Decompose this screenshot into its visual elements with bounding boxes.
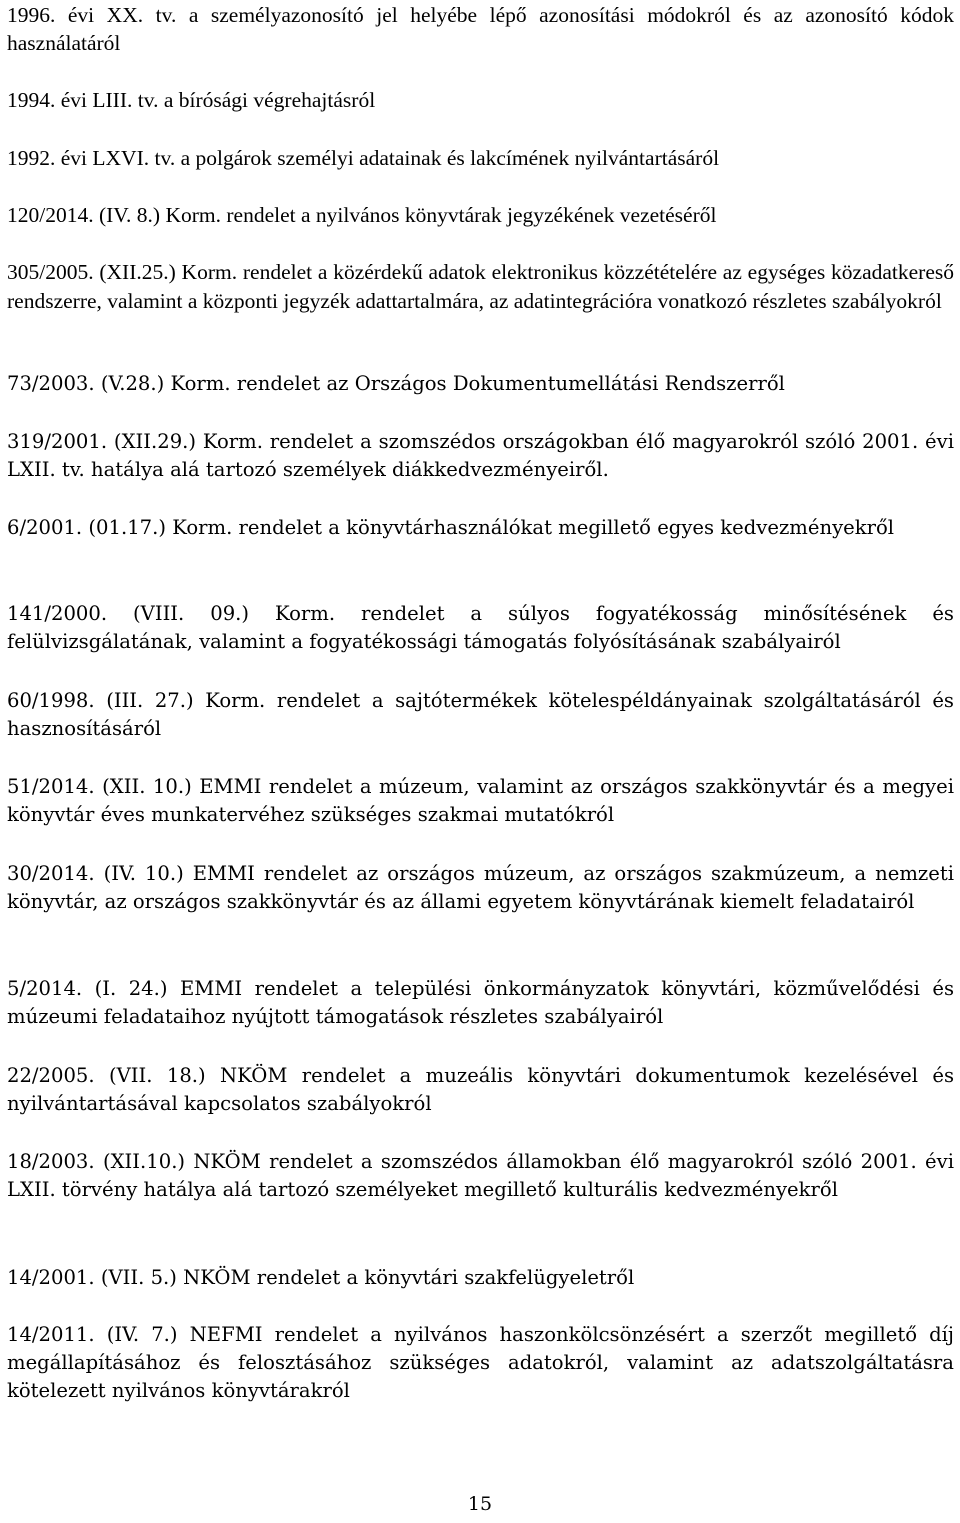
law-entry-319-2001: 319/2001. (XII.29.) Korm. rendelet a szomszédos országokban élő magyarokról szóló 2001. évi LXII. tv. hatálya alá tartozó személyek diákkedvezményeiről.	[7, 430, 954, 482]
law-entry-120-2014: 120/2014. (IV. 8.) Korm. rendelet a nyilvános könyvtárak jegyzékének vezetéséről	[7, 203, 717, 227]
law-entry-1994-liii: 1994. évi LIII. tv. a bírósági végrehajtásról	[7, 88, 376, 112]
law-entry-1996-xx: 1996. évi XX. tv. a személyazonosító jel helyébe lépő azonosítási módokról és az azonosító kódok használatáról	[7, 3, 954, 55]
law-entry-18-2003: 18/2003. (XII.10.) NKÖM rendelet a szomszédos államokban élő magyarokról szóló 2001. évi LXII. törvény hatálya alá tartozó személyeket megillető kulturális kedvezményekről	[7, 1150, 954, 1202]
law-entry-5-2014: 5/2014. (I. 24.) EMMI rendelet a települési önkormányzatok könyvtári, közművelődési és múzeumi feladataihoz nyújtott támogatások részletes szabályairól	[7, 977, 954, 1029]
page-number: 15	[467, 1493, 493, 1515]
law-entry-73-2003: 73/2003. (V.28.) Korm. rendelet az Országos Dokumentumellátási Rendszerről	[7, 372, 785, 395]
law-entry-14-2011: 14/2011. (IV. 7.) NEFMI rendelet a nyilvános haszonkölcsönzésért a szerzőt megillető díj megállapításához és felosztásához szükséges adatokról, valamint az adatszolgáltatásra kötelezett nyilvános könyvtárakról	[7, 1323, 954, 1403]
law-entry-305-2005: 305/2005. (XII.25.) Korm. rendelet a közérdekű adatok elektronikus közzétételére az egységes közadatkereső rendszerre, valamint a központi jegyzék adattartalmára, az adatintegrációra vonatkozó részletes szabályokról	[7, 260, 954, 313]
law-entry-51-2014: 51/2014. (XII. 10.) EMMI rendelet a múzeum, valamint az országos szakkönyvtár és a megyei könyvtár éves munkatervéhez szükséges szakmai mutatókról	[7, 775, 954, 827]
law-entry-60-1998: 60/1998. (III. 27.) Korm. rendelet a sajtótermékek kötelespéldányainak szolgáltatásáról és hasznosításáról	[7, 689, 954, 741]
law-entry-6-2001: 6/2001. (01.17.) Korm. rendelet a könyvtárhasználókat megillető egyes kedvezményekről	[7, 516, 895, 539]
law-entry-141-2000: 141/2000. (VIII. 09.) Korm. rendelet a súlyos fogyatékosság minősítésének és felülvizsgálatának, valamint a fogyatékossági támogatás folyósításának szabályairól	[7, 602, 954, 654]
law-entry-1992-lxvi: 1992. évi LXVI. tv. a polgárok személyi adatainak és lakcímének nyilvántartásáról	[7, 146, 720, 170]
law-entry-14-2001: 14/2001. (VII. 5.) NKÖM rendelet a könyvtári szakfelügyeletről	[7, 1266, 635, 1289]
law-entry-22-2005: 22/2005. (VII. 18.) NKÖM rendelet a muzeális könyvtári dokumentumok kezelésével és nyilvántartásával kapcsolatos szabályokról	[7, 1064, 954, 1116]
law-entry-30-2014: 30/2014. (IV. 10.) EMMI rendelet az országos múzeum, az országos szakmúzeum, a nemzeti könyvtár, az országos szakkönyvtár és az állami egyetem könyvtárának kiemelt feladatairól	[7, 862, 954, 914]
